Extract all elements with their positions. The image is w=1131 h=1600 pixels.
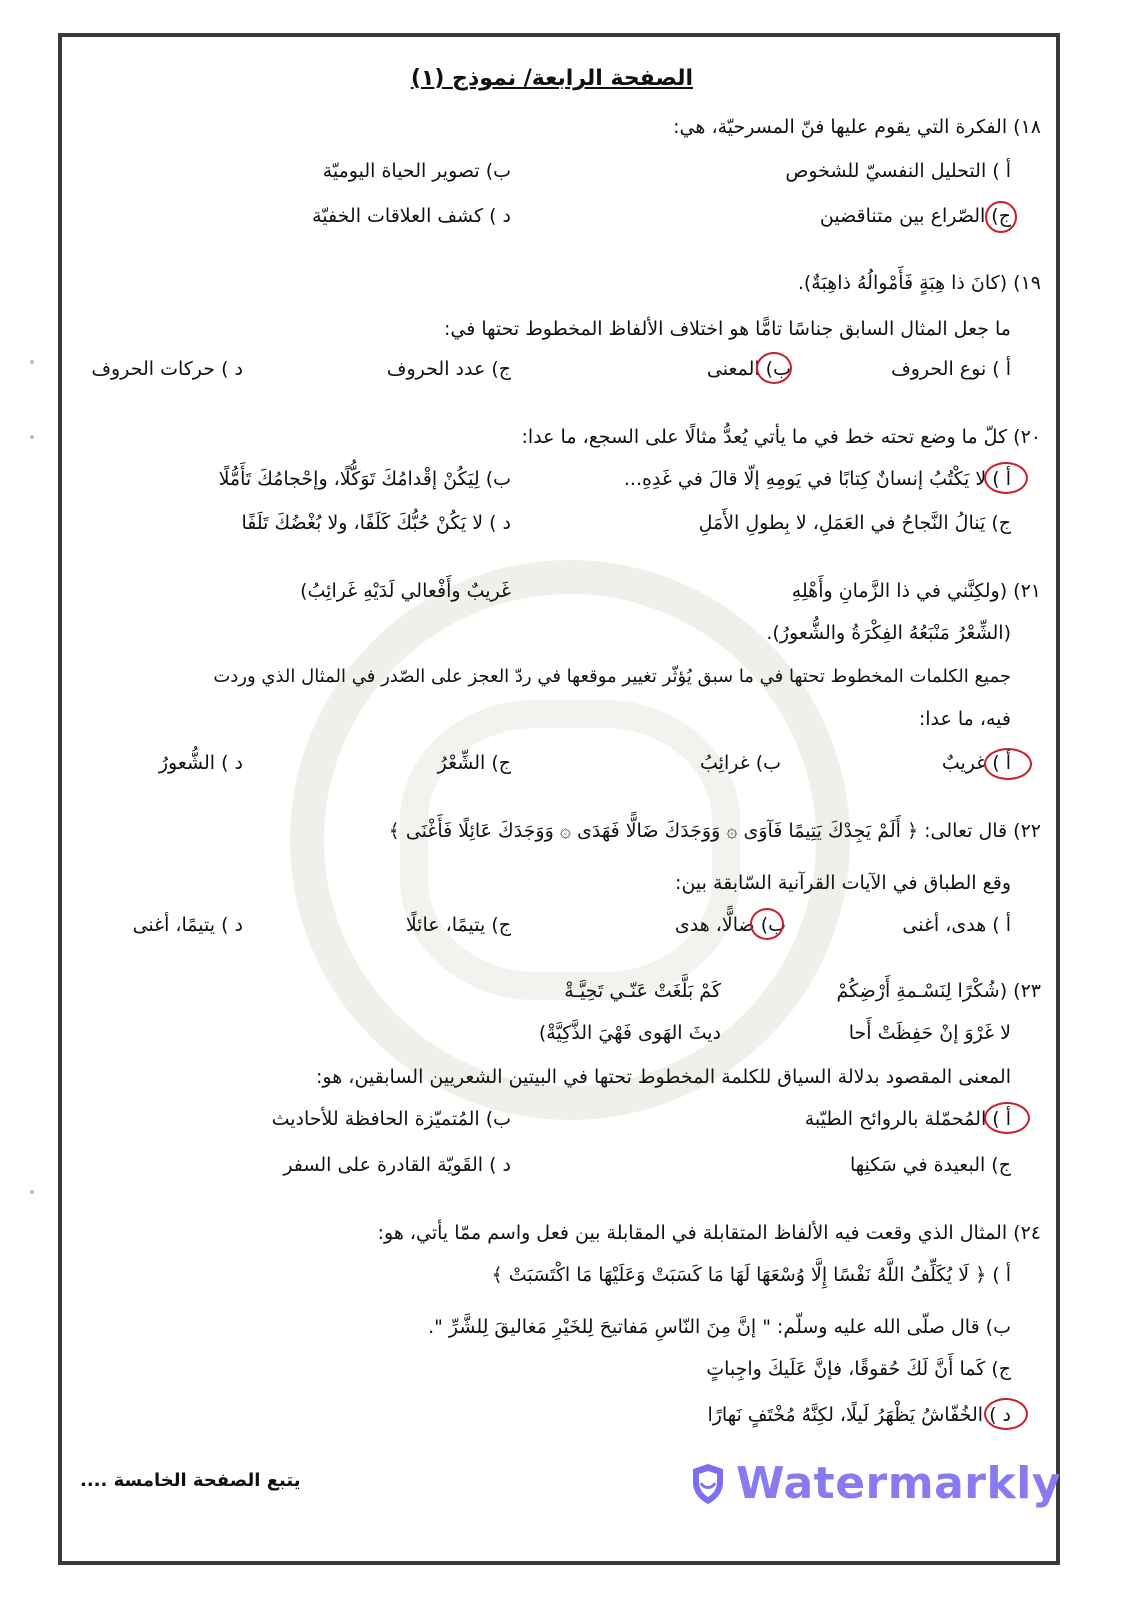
q18-option-a[interactable]: أ ) التحليل النفسيّ للشخوص <box>785 160 1011 182</box>
answer-circle-icon <box>984 1398 1028 1430</box>
question-23-sub: المعنى المقصود بدلالة السياق للكلمة المخطوط تحتها في البيتين الشعريين السابقين، هو: <box>316 1066 1011 1088</box>
q22-option-a[interactable]: أ ) هدى، أغنى <box>902 914 1011 936</box>
question-21-verse-1-right: ٢١) (ولكِنَّني في ذا الزَّمانِ وأَهْلِهِ <box>791 580 1041 602</box>
watermark-brand <box>690 1458 1061 1509</box>
page-title: الصفحة الرابعة/ نموذج (١) <box>410 66 693 91</box>
question-21-verse-2: (الشِّعْرُ مَنْبَعُهُ الفِكْرَةُ والشُّعورُ). <box>766 622 1011 644</box>
footer-next-page: يتبع الصفحة الخامسة .... <box>80 1470 301 1491</box>
answer-circle-icon <box>984 462 1028 494</box>
q20-option-d[interactable]: د ) لا يَكُنْ حُبُّكَ كَلَفًا، ولا بُغْضُكَ تَلَفًا <box>241 512 511 534</box>
q23-option-b[interactable]: ب) المُتميّزة الحافظة للأحاديث <box>271 1108 511 1130</box>
q23-option-c[interactable]: ج) البعيدة في سَكنِها <box>849 1154 1011 1176</box>
question-23-verse-1-left: كَمْ بَلَّغَتْ عَنّـي تَحِيَّـةْ <box>564 980 721 1002</box>
scan-speck <box>30 435 34 439</box>
q24-option-a[interactable]: أ ) ﴿ لَا يُكَلِّفُ اللَّهُ نَفْسًا إِلَّا وُسْعَهَا لَهَا مَا كَسَبَتْ وَعَلَيْهَا مَا اكْتَسَبَتْ ﴾ <box>491 1264 1011 1286</box>
q18-option-d[interactable]: د ) كشف العلاقات الخفيّة <box>312 205 511 227</box>
q22-option-b[interactable]: ب) ضالًّا، هدى <box>674 914 786 936</box>
q20-option-c[interactable]: ج) يَنالُ النَّجاحُ في العَمَلِ، لا بِطولِ الأَمَلِ <box>698 512 1011 534</box>
watermark-brand-text: Watermarkly <box>736 1458 1061 1509</box>
q22-option-d[interactable]: د ) يتيمًا، أغنى <box>132 914 243 936</box>
q24-option-d[interactable]: د ) الخُفّاشُ يَظْهَرُ لَيلًا، لكِنَّهُ مُخْتَفٍ نَهارًا <box>707 1404 1011 1426</box>
q20-option-b[interactable]: ب) لِيَكُنْ إقْدامُكَ تَوَكُّلًا، وإحْجامُكَ تَأَمُّلًا <box>218 468 511 490</box>
scan-speck <box>30 360 34 364</box>
q19-option-d[interactable]: د ) حركات الحروف <box>91 358 243 380</box>
question-19-stem: ١٩) (كانَ ذا هِبَةٍ فَأَمْوالُهُ ذاهِبَةٌ). <box>797 272 1041 294</box>
q20-option-a[interactable]: أ ) لا يَكْتُبُ إنسانٌ كِتابًا في يَومِهِ إلّا قالَ في غَدِهِ... <box>623 468 1011 490</box>
q21-option-c[interactable]: ج) الشِّعْرُ <box>437 752 511 774</box>
question-24-stem: ٢٤) المثال الذي وقعت فيه الألفاظ المتقابلة في المقابلة بين فعل واسم ممّا يأتي، هو: <box>377 1222 1041 1244</box>
question-18-stem: ١٨) الفكرة التي يقوم عليها فنّ المسرحيّة، هي: <box>673 116 1041 138</box>
answer-circle-icon <box>750 908 784 940</box>
q22-option-c[interactable]: ج) يتيمًا، عائلًا <box>405 914 511 936</box>
question-22-sub: وقع الطباق في الآيات القرآنية السّابقة بين: <box>675 872 1011 894</box>
q23-option-d[interactable]: د ) القَويّة القادرة على السفر <box>283 1154 511 1176</box>
answer-circle-icon <box>756 352 792 384</box>
question-23-verse-1-right: ٢٣) (شُكْرًا لِنَسْـمةِ أَرْضِكُمْ <box>836 980 1041 1002</box>
scan-speck <box>30 1190 34 1194</box>
question-19-sub: ما جعل المثال السابق جناسًا تامًّا هو اختلاف الألفاظ المخطوط تحتها في: <box>444 318 1011 340</box>
q24-option-b[interactable]: ب) قال صلّى الله عليه وسلّم: " إنَّ مِنَ النّاسِ مَفاتيحَ لِلخَيْرِ مَغاليقَ لِلشَّرِّ ". <box>428 1316 1011 1338</box>
question-22-stem: ٢٢) قال تعالى: ﴿ أَلَمْ يَجِدْكَ يَتِيمًا فَآوَى ۞ وَوَجَدَكَ ضَالًّا فَهَدَى ۞ وَوَجَدَكَ عَائِلًا فَأَغْنَى ﴾ <box>388 820 1041 842</box>
answer-circle-icon <box>985 201 1017 233</box>
q18-option-b[interactable]: ب) تصوير الحياة اليوميّة <box>322 160 511 182</box>
q21-option-d[interactable]: د ) الشُّعورُ <box>158 752 243 774</box>
q24-option-c[interactable]: ج) كَما أَنَّ لَكَ حُقوقًا، فإنَّ عَلَيكَ واجِباتٍ <box>706 1358 1011 1380</box>
q19-option-c[interactable]: ج) عدد الحروف <box>386 358 511 380</box>
shield-icon <box>690 1462 726 1506</box>
answer-circle-icon <box>984 1102 1030 1134</box>
question-21-sub-2: فيه، ما عدا: <box>918 708 1011 730</box>
q21-option-b[interactable]: ب) غرائِبُ <box>700 752 781 774</box>
answer-circle-icon <box>984 748 1032 780</box>
question-21-sub-1: جميع الكلمات المخطوط تحتها في ما سبق يُؤثّر تغيير موقعها في ردّ العجز على الصّدر في المثال الذي وردت <box>213 666 1011 687</box>
q18-option-c[interactable]: ج) الصّراع بين متناقضين <box>819 205 1011 227</box>
q19-option-a[interactable]: أ ) نوع الحروف <box>891 358 1011 380</box>
question-20-stem: ٢٠) كلّ ما وضع تحته خط في ما يأتي يُعدُّ مثالًا على السجع، ما عدا: <box>521 426 1041 448</box>
question-21-verse-1-left: غَريبٌ وأَفْعالي لَدَيْهِ غَرائِبُ) <box>300 580 511 602</box>
question-23-verse-2-right: لا غَرْوَ إنْ حَفِظَتْ أَحا <box>848 1022 1011 1044</box>
q23-option-a[interactable]: أ ) المُحمّلة بالروائح الطيّبة <box>804 1108 1011 1130</box>
q19-option-b[interactable]: ب) المعنى <box>706 358 791 380</box>
question-23-verse-2-left: ديثَ الهَوى فَهْيَ الذَّكِيَّةْ) <box>538 1022 721 1044</box>
q21-option-a[interactable]: أ ) غريبٌ <box>941 752 1011 774</box>
